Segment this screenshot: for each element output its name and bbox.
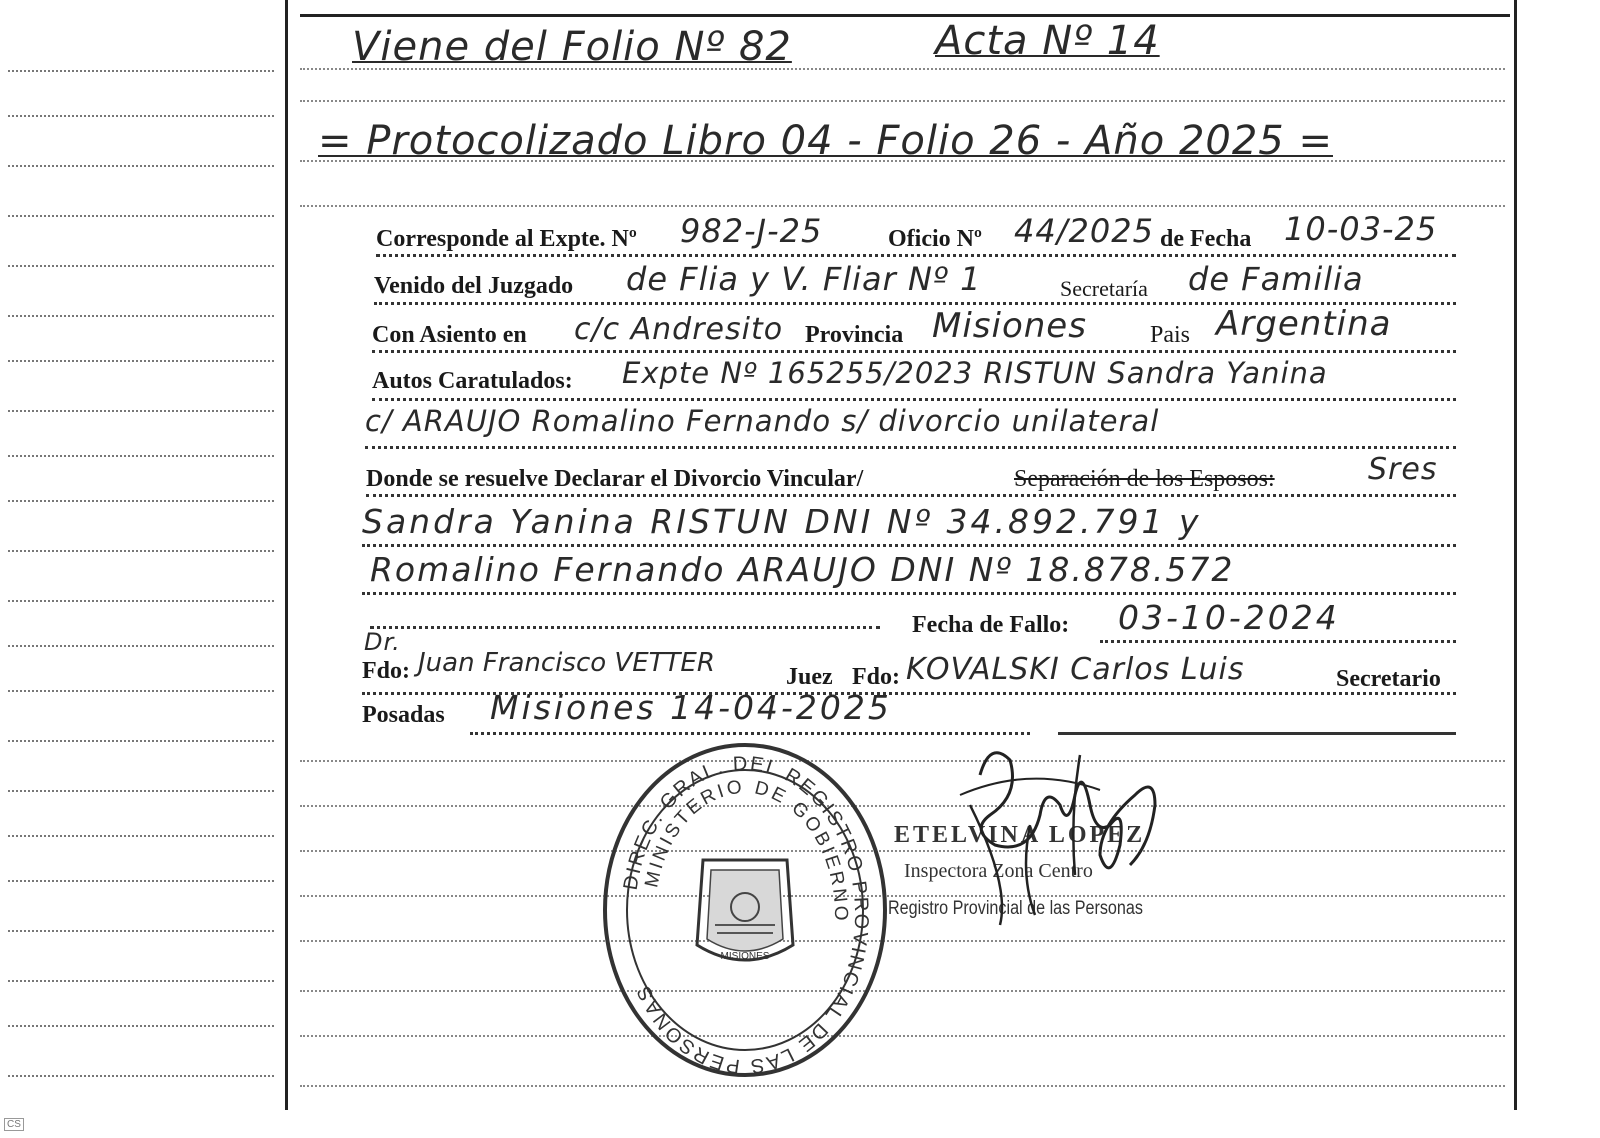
row6-dots — [362, 544, 1456, 547]
juez-label: Juez — [786, 664, 833, 690]
stamp-name: ETELVINA LOPEZ — [894, 822, 1146, 848]
top-rule — [300, 14, 1510, 17]
autos-label: Autos Caratulados: — [372, 368, 573, 394]
stamp-title: Inspectora Zona Centro — [904, 860, 1093, 882]
autos-value-1: Expte Nº 165255/2023 RISTUN Sandra Yanina — [622, 356, 1328, 390]
row4-dots — [372, 398, 1456, 401]
row3-dots — [372, 350, 1456, 353]
fdo-label-1: Fdo: — [362, 658, 410, 684]
posadas-value: Misiones 14-04-2025 — [490, 688, 892, 727]
seal-inner-text: MINISTERIO DE GOBIERNO — [641, 776, 852, 924]
fdo-label-2: Fdo: — [852, 664, 900, 690]
secretaria-label: Secretaría — [1060, 276, 1148, 301]
row8-dots — [1100, 640, 1456, 643]
handwritten-signature — [950, 735, 1180, 945]
seal-outer-text: DIREC. GRAL. DEL REGISTRO PROVINCIAL DE LAS PERSONAS — [619, 752, 873, 1078]
protocolizado-line: = Protocolizado Libro 04 - Folio 26 - Año 2025 = — [318, 118, 1333, 164]
secretario-value: KOVALSKI Carlos Luis — [906, 652, 1245, 687]
asiento-value: c/c Andresito — [574, 312, 784, 347]
sres-value: Sres — [1368, 452, 1438, 487]
acta-number: Acta Nº 14 — [935, 18, 1160, 64]
juez-value: Juan Francisco VETTER — [418, 648, 715, 678]
left-margin-line — [285, 0, 288, 1110]
juzgado-label: Venido del Juzgado — [374, 273, 574, 299]
asiento-label: Con Asiento en — [372, 322, 527, 348]
oficio-label: Oficio Nº — [888, 226, 982, 252]
viene-del-folio: Viene del Folio Nº 82 — [352, 24, 792, 70]
row5-dots — [366, 494, 1456, 497]
official-seal — [600, 740, 890, 1080]
fecha-value: 10-03-25 — [1284, 210, 1438, 248]
seal-emblem-text: MISIONES — [720, 951, 770, 962]
separacion-label: Separación de los Esposos: — [1014, 466, 1275, 492]
pais-label: Pais — [1150, 322, 1191, 348]
posadas-label: Posadas — [362, 702, 445, 728]
autos-value-2: c/ ARAUJO Romalino Fernando s/ divorcio unilateral — [365, 404, 1160, 438]
fallo-blank-line — [370, 626, 880, 629]
stamp-office: Registro Provincial de las Personas — [888, 898, 1143, 919]
secretaria-value: de Familia — [1188, 260, 1364, 298]
fallo-label: Fecha de Fallo: — [912, 612, 1070, 638]
row1-dots — [376, 254, 1456, 257]
provincia-value: Misiones — [932, 306, 1087, 346]
expte-label: Corresponde al Expte. Nº — [376, 226, 637, 252]
scanner-mark: CS — [4, 1118, 24, 1131]
secretario-label: Secretario — [1336, 666, 1441, 692]
row4b-dots — [365, 446, 1456, 449]
pais-value: Argentina — [1216, 304, 1392, 344]
seal-emblem — [697, 860, 793, 962]
juzgado-value: de Flia y V. Fliar Nº 1 — [626, 260, 982, 298]
right-margin-line — [1514, 0, 1517, 1110]
dr-prefix: Dr. — [364, 628, 401, 656]
expte-value: 982-J-25 — [680, 212, 823, 250]
row10-dots — [470, 732, 1030, 735]
spouse-2: Romalino Fernando ARAUJO DNI Nº 18.878.572 — [370, 550, 1235, 589]
oficio-value: 44/2025 — [1014, 212, 1154, 250]
fallo-value: 03-10-2024 — [1118, 598, 1340, 637]
provincia-label: Provincia — [805, 322, 904, 348]
fecha-label: de Fecha — [1160, 226, 1252, 252]
row7-dots — [362, 592, 1456, 595]
spouse-1: Sandra Yanina RISTUN DNI Nº 34.892.791 y — [362, 502, 1202, 541]
donde-label: Donde se resuelve Declarar el Divorcio Vincular/ — [366, 466, 864, 492]
